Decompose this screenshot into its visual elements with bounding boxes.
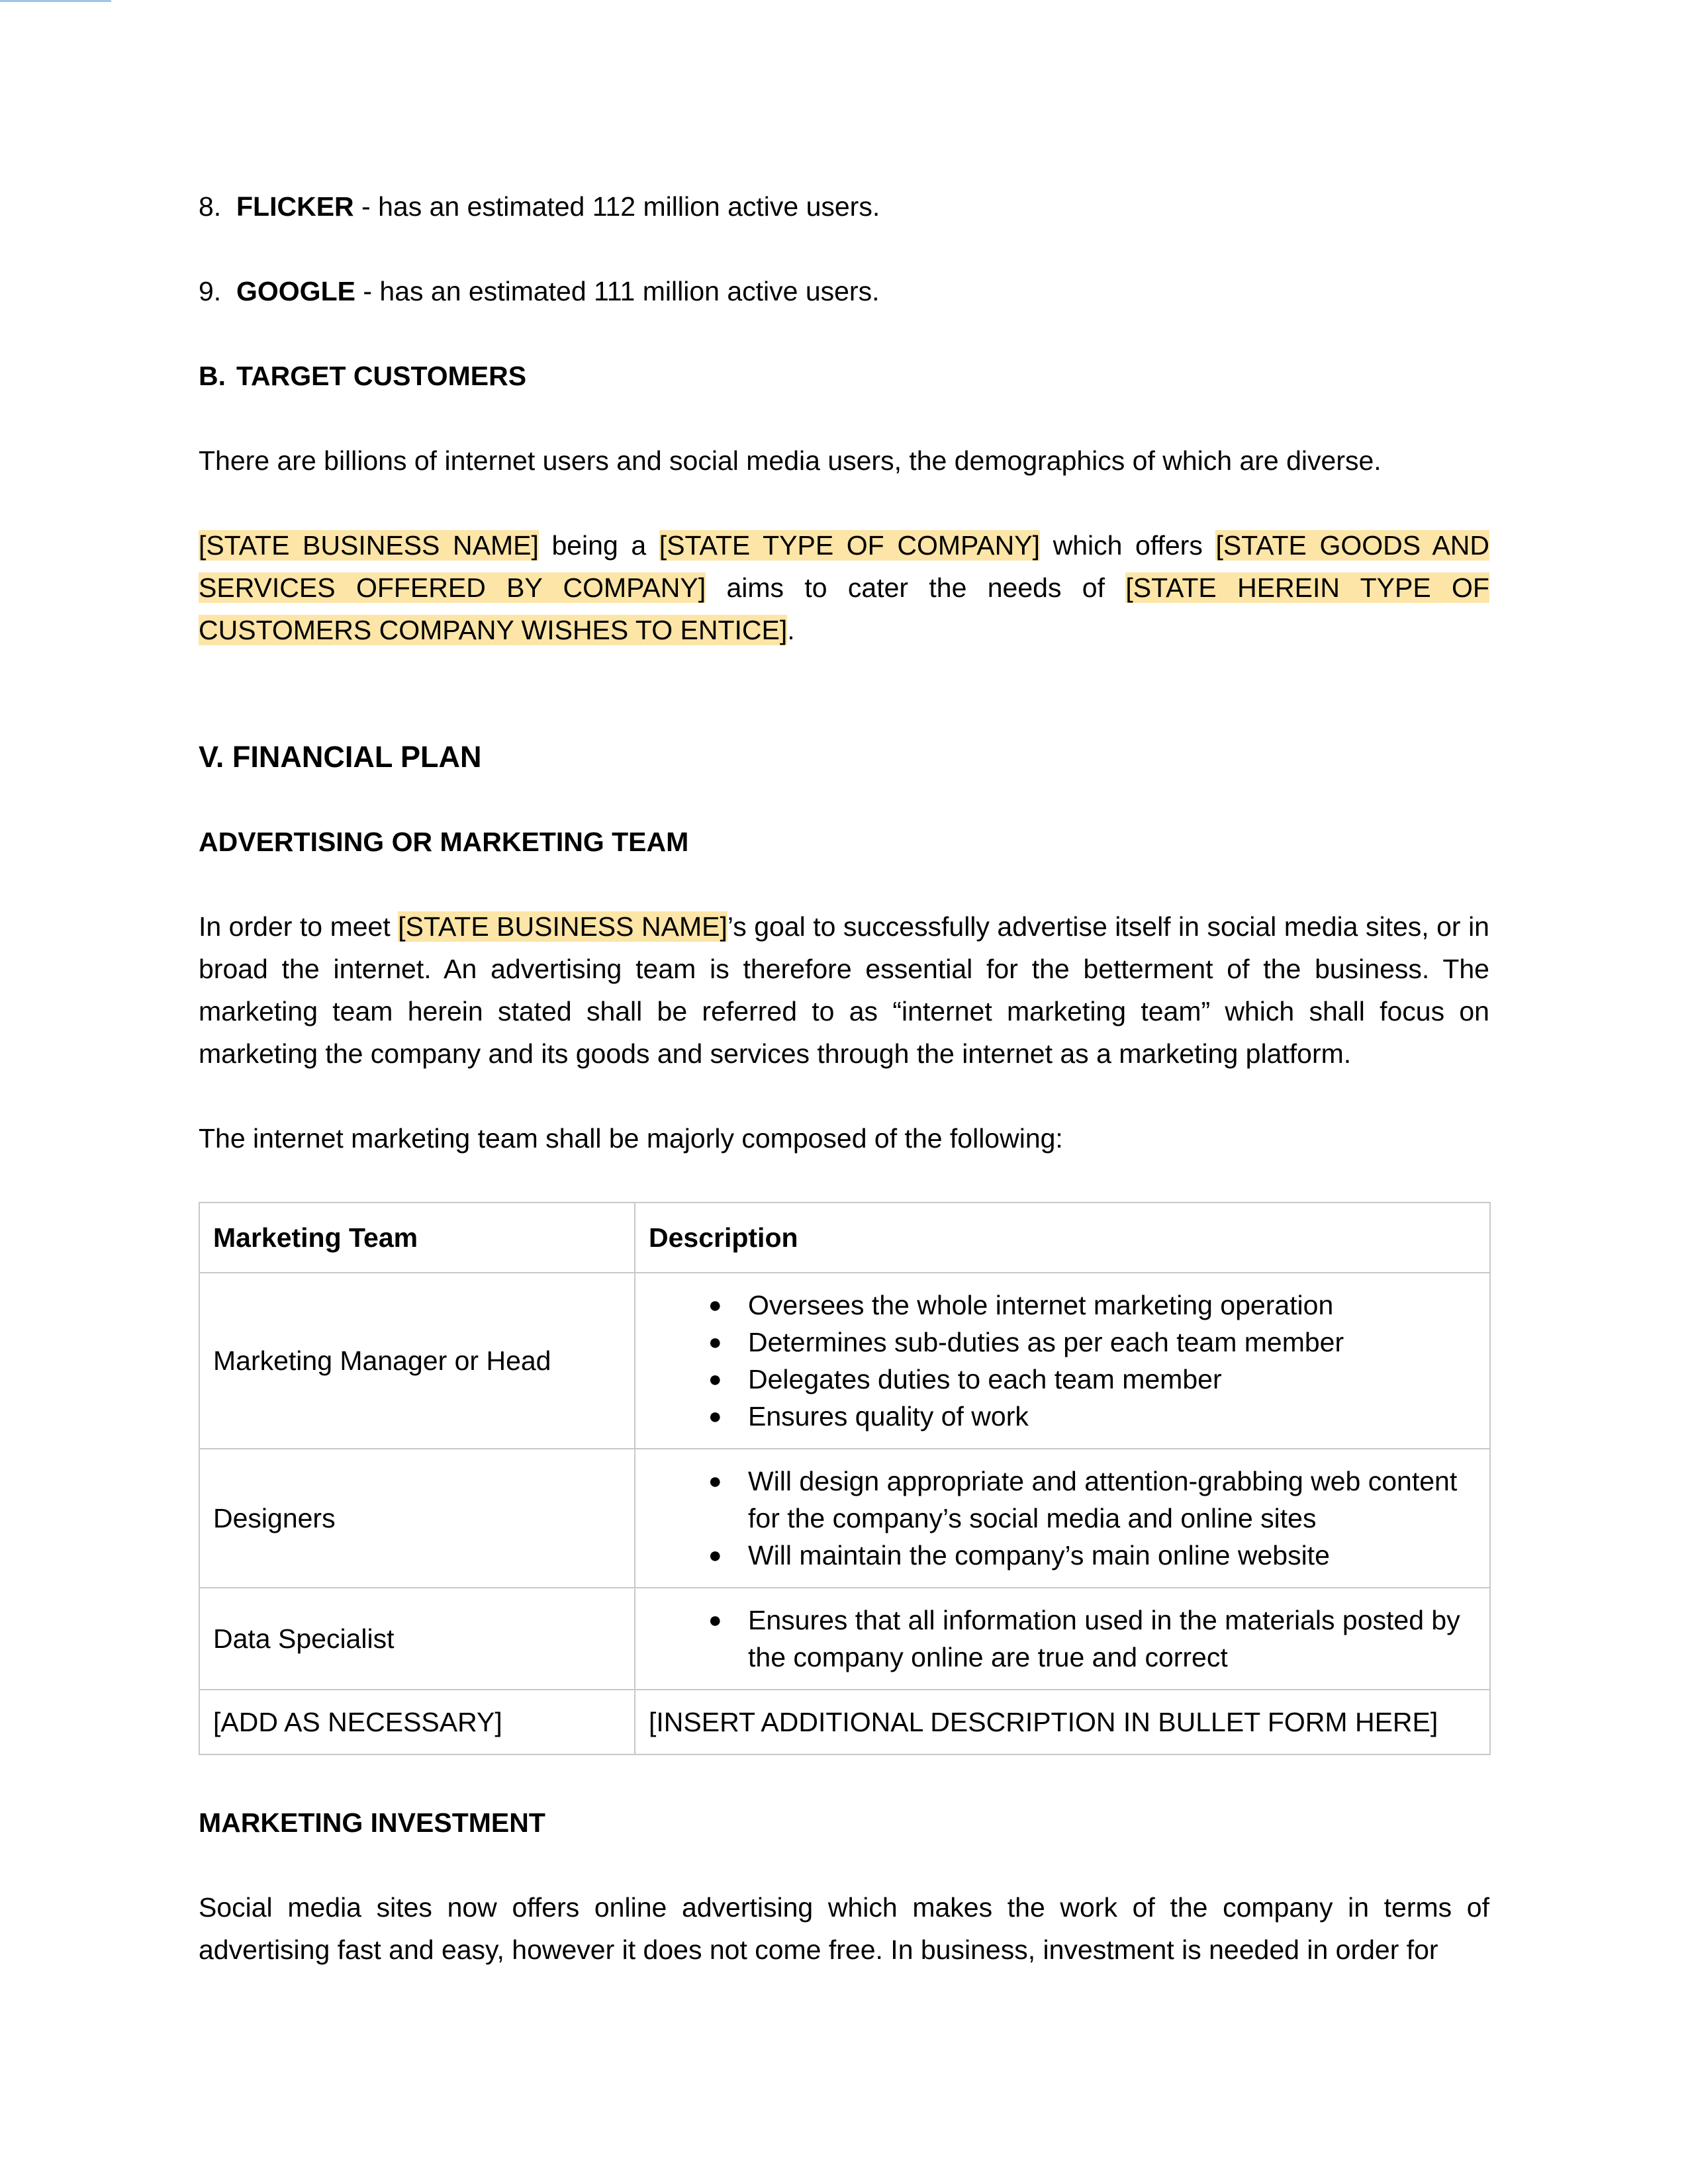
bullet-item: ● Determines sub-duties as per each team member	[649, 1324, 1476, 1361]
bullet-list	[649, 1287, 1476, 1435]
paragraph-text: .	[787, 615, 795, 645]
table-cell-role: [ADD AS NECESSARY]	[199, 1690, 635, 1754]
bullet-item: ● Oversees the whole internet marketing operation	[649, 1287, 1476, 1324]
bullet-item: ● Delegates duties to each team member	[649, 1361, 1476, 1398]
table-cell-role: Data Specialist	[199, 1588, 635, 1690]
table-cell-role: Designers	[199, 1449, 635, 1588]
placeholder-company-type: [STATE TYPE OF COMPANY]	[659, 530, 1040, 561]
bullet-list	[649, 1463, 1476, 1574]
table-row	[199, 1690, 1490, 1754]
advertising-team-paragraph	[199, 905, 1489, 1075]
team-composition-paragraph: The internet marketing team shall be majorly composed of the following:	[199, 1123, 1063, 1154]
section-v-heading: V. FINANCIAL PLAN	[199, 740, 482, 774]
advertising-team-heading: ADVERTISING OR MARKETING TEAM	[199, 827, 689, 857]
bullet-item: ● Will design appropriate and attention-grabbing web content for the company’s social media and online sites	[649, 1463, 1476, 1537]
list-item	[199, 270, 1489, 312]
section-b-title: TARGET CUSTOMERS	[236, 361, 527, 391]
table-cell-description	[635, 1273, 1490, 1449]
marketing-team-table	[199, 1202, 1491, 1755]
corner-mark	[0, 0, 111, 2]
table-cell-description: [INSERT ADDITIONAL DESCRIPTION IN BULLET FORM HERE]	[635, 1690, 1490, 1754]
intro-paragraph: There are billions of internet users and social media users, the demographics of which are diverse.	[199, 445, 1382, 476]
marketing-investment-heading: MARKETING INVESTMENT	[199, 1807, 545, 1838]
section-b-number: B.	[199, 361, 226, 391]
document-content	[199, 185, 1489, 2013]
paragraph-text: ’s goal to successfully advertise itself in social media sites, or in broad the internet. An advertising team is therefore essential for the betterment of the business. The marketing team herein stated shall be referred to as “internet marketing team” which shall focus on marketing the company and its goods and services through the internet as a marketing platform.	[199, 911, 1489, 1069]
bullet-item: ● Will maintain the company’s main online website	[649, 1537, 1476, 1574]
list-item-name: FLICKER	[236, 191, 354, 222]
table-row	[199, 1449, 1490, 1588]
marketing-investment-paragraph: Social media sites now offers online advertising which makes the work of the company in terms of advertising fast and easy, however it does not come free. In business, investment is needed in order for	[199, 1892, 1489, 1965]
table-header-marketing-team: Marketing Team	[199, 1203, 635, 1273]
paragraph-text: being a	[538, 530, 659, 561]
paragraph-text: which offers	[1039, 530, 1216, 561]
placeholder-business-name: [STATE BUSINESS NAME]	[398, 911, 727, 942]
paragraph-text: aims to cater the needs of	[706, 572, 1126, 603]
table-cell-role: Marketing Manager or Head	[199, 1273, 635, 1449]
list-item-number: 8.	[199, 191, 222, 222]
target-customers-paragraph	[199, 524, 1489, 651]
list-item-number: 9.	[199, 276, 222, 306]
section-b-heading	[199, 355, 1489, 397]
paragraph-text: In order to meet	[199, 911, 399, 942]
bullet-item: ● Ensures that all information used in the materials posted by the company online are true and correct	[649, 1602, 1476, 1676]
placeholder-business-name: [STATE BUSINESS NAME]	[199, 530, 539, 561]
list-item-name: GOOGLE	[236, 276, 355, 306]
list-item	[199, 185, 1489, 228]
placeholder-customer-type: [STATE HEREIN TYPE OF CUSTOMERS COMPANY WISHES TO ENTICE]	[199, 572, 1489, 645]
bullet-list	[649, 1602, 1476, 1676]
table-header-row	[199, 1203, 1490, 1273]
table-row	[199, 1588, 1490, 1690]
list-item-text: - has an estimated 111 million active users.	[355, 276, 880, 306]
list-item-text: - has an estimated 112 million active users.	[353, 191, 880, 222]
table-row	[199, 1273, 1490, 1449]
table-cell-description	[635, 1588, 1490, 1690]
bullet-item: ● Ensures quality of work	[649, 1398, 1476, 1435]
table-header-description: Description	[635, 1203, 1490, 1273]
table-cell-description	[635, 1449, 1490, 1588]
placeholder-goods-services: [STATE GOODS AND SERVICES OFFERED BY COMPANY]	[199, 530, 1490, 603]
